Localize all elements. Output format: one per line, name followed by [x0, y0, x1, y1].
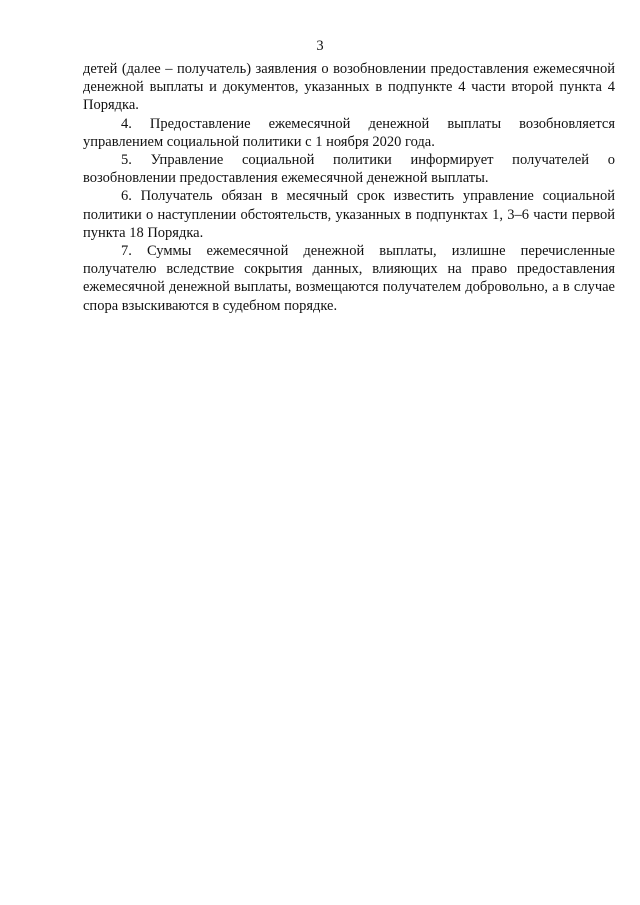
document-body [83, 60, 615, 315]
paragraph-item-5: 5. Управление социальной политики информирует получателей о возобновлении предоставления ежемесячной денежной выплаты. [83, 152, 615, 187]
paragraph-item-7: 7. Суммы ежемесячной денежной выплаты, излишне перечисленные получателю вследствие сокрытия данных, влияющих на право предоставления ежемесячной денежной выплаты, возмещаются получателем добровольно, а в случае спора взыскиваются в судебном порядке. [83, 243, 615, 314]
paragraph-item-6: 6. Получатель обязан в месячный срок известить управление социальной политики о наступлении обстоятельств, указанных в подпунктах 1, 3–6 части первой пункта 18 Порядка. [83, 188, 615, 241]
paragraph-continuation: детей (далее – получатель) заявления о возобновлении предоставления ежемесячной денежной выплаты и документов, указанных в подпункте 4 части второй пункта 4 Порядка. [83, 61, 615, 114]
page-number: 3 [316, 38, 324, 54]
paragraph-item-4: 4. Предоставление ежемесячной денежной выплаты возобновляется управлением социальной политики с 1 ноября 2020 года. [83, 115, 615, 150]
